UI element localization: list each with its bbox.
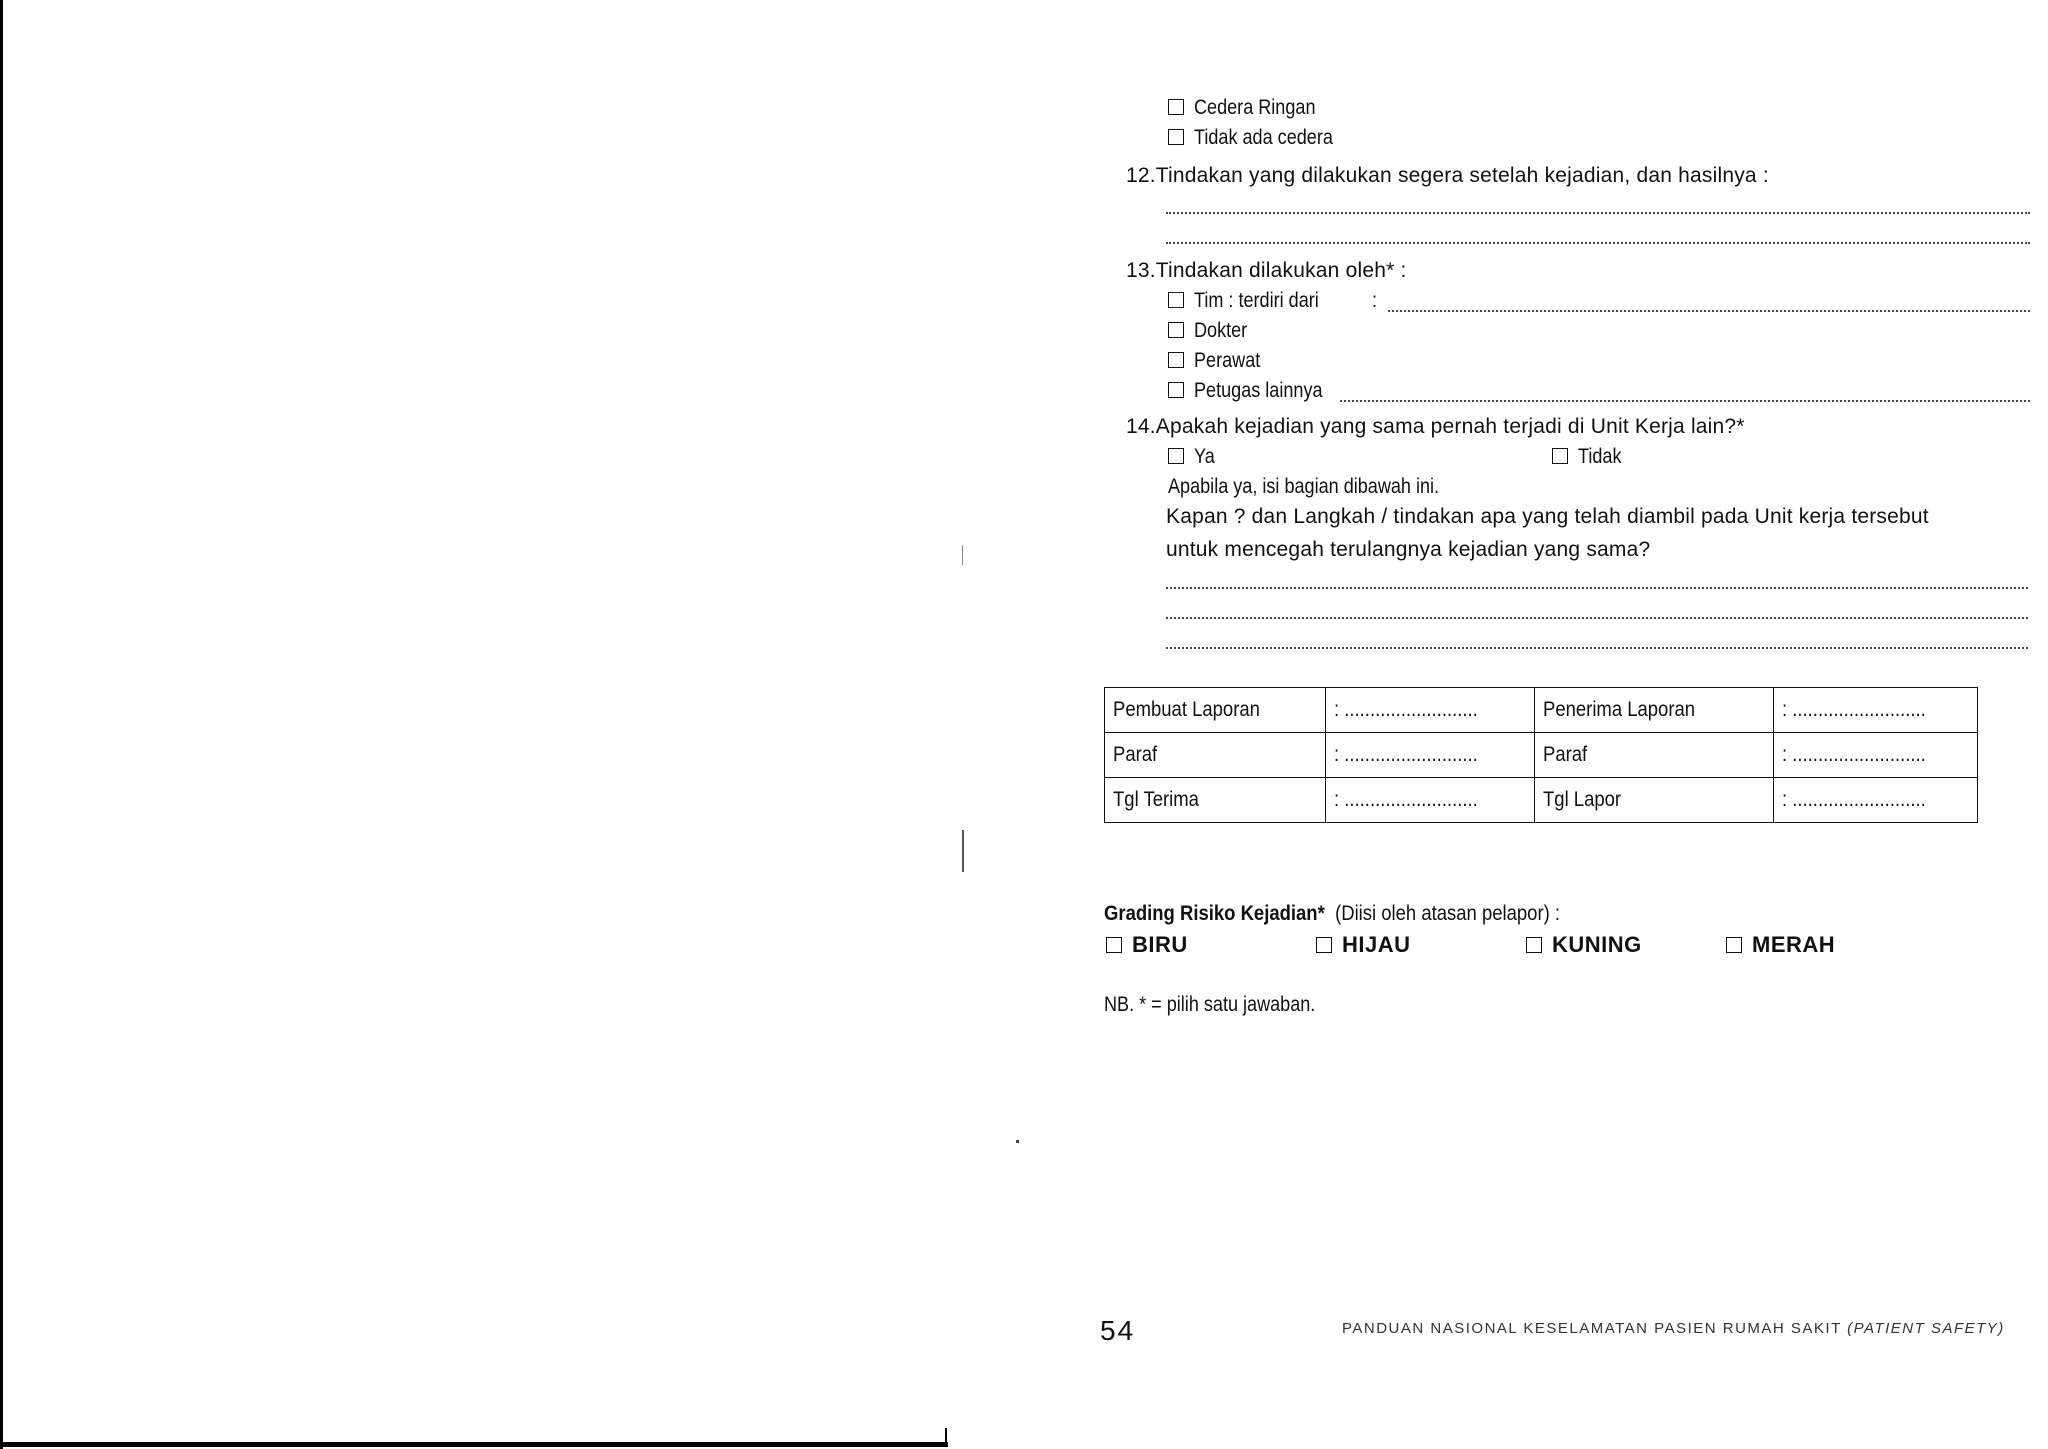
option-tim[interactable]: Tim : terdiri dari: [1168, 289, 1339, 313]
table-cell: Tgl Lapor: [1535, 778, 1774, 823]
answer-line[interactable]: [1388, 310, 2030, 312]
table-row: [1105, 733, 1978, 778]
grade-option-hijau[interactable]: HIJAU: [1316, 932, 1411, 958]
table-cell: Pembuat Laporan: [1105, 688, 1326, 733]
option-petugas-lainnya[interactable]: Petugas lainnya: [1168, 379, 1343, 403]
table-cell: Paraf: [1535, 733, 1774, 778]
input-field[interactable]: : ..........................: [1774, 778, 1978, 823]
answer-line[interactable]: [1166, 587, 2028, 589]
q14-followup-line2: untuk mencegah terulangnya kejadian yang sama?: [1166, 538, 1651, 561]
table-row: [1105, 778, 1978, 823]
answer-line[interactable]: [1166, 647, 2028, 649]
checkbox-icon[interactable]: [1168, 129, 1184, 145]
answer-line[interactable]: [1166, 212, 2030, 214]
signature-table: [1104, 687, 1978, 823]
question-13: 13.Tindakan dilakukan oleh* :: [1126, 259, 1407, 282]
table-cell: Paraf: [1105, 733, 1326, 778]
table-cell: Tgl Terima: [1105, 778, 1326, 823]
grade-option-merah[interactable]: MERAH: [1726, 932, 1835, 958]
grade-option-biru[interactable]: BIRU: [1106, 932, 1188, 958]
scan-speck: [962, 545, 963, 565]
running-footer: PANDUAN NASIONAL KESELAMATAN PASIEN RUMAH SAKIT (PATIENT SAFETY): [1342, 1320, 2005, 1337]
scan-speck: [962, 830, 964, 872]
q14-note: Apabila ya, isi bagian dibawah ini.: [1168, 475, 1440, 498]
table-row: [1105, 688, 1978, 733]
question-14: 14.Apakah kejadian yang sama pernah terjadi di Unit Kerja lain?*: [1126, 415, 1745, 438]
checkbox-icon[interactable]: [1168, 99, 1184, 115]
q14-followup-line1: Kapan ? dan Langkah / tindakan apa yang telah diambil pada Unit kerja tersebut: [1166, 505, 1929, 528]
option-cedera-ringan[interactable]: Cedera Ringan: [1168, 96, 1335, 120]
checkbox-icon[interactable]: [1168, 448, 1184, 464]
grade-option-kuning[interactable]: KUNING: [1526, 932, 1642, 958]
option-ya[interactable]: Ya: [1168, 445, 1218, 469]
checkbox-icon[interactable]: [1316, 937, 1332, 953]
checkbox-icon[interactable]: [1526, 937, 1542, 953]
checkbox-icon[interactable]: [1726, 937, 1742, 953]
input-field[interactable]: : ..........................: [1326, 778, 1535, 823]
answer-line[interactable]: [1166, 242, 2030, 244]
scan-corner-mark: [945, 1428, 947, 1444]
checkbox-icon[interactable]: [1168, 322, 1184, 338]
option-tidak[interactable]: Tidak: [1552, 445, 1629, 469]
input-field[interactable]: : ..........................: [1774, 733, 1978, 778]
table-cell: Penerima Laporan: [1535, 688, 1774, 733]
option-tidak-ada-cedera[interactable]: Tidak ada cedera: [1168, 126, 1356, 150]
option-perawat[interactable]: Perawat: [1168, 349, 1271, 373]
scan-left-edge: [0, 0, 3, 1449]
scan-speck: [1016, 1140, 1019, 1143]
colon: :: [1372, 289, 1378, 312]
input-field[interactable]: : ..........................: [1326, 733, 1535, 778]
input-field[interactable]: : ..........................: [1326, 688, 1535, 733]
option-dokter[interactable]: Dokter: [1168, 319, 1256, 343]
nb-note: NB. * = pilih satu jawaban.: [1104, 993, 1316, 1016]
input-field[interactable]: : ..........................: [1774, 688, 1978, 733]
question-12: 12.Tindakan yang dilakukan segera setelah kejadian, dan hasilnya :: [1126, 164, 1769, 187]
checkbox-icon[interactable]: [1168, 382, 1184, 398]
answer-line[interactable]: [1166, 617, 2028, 619]
checkbox-icon[interactable]: [1168, 292, 1184, 308]
checkbox-icon[interactable]: [1106, 937, 1122, 953]
answer-line[interactable]: [1340, 400, 2030, 402]
checkbox-icon[interactable]: [1552, 448, 1568, 464]
scan-bottom-edge: [0, 1442, 948, 1447]
grading-title: Grading Risiko Kejadian* (Diisi oleh atasan pelapor) :: [1104, 902, 1561, 925]
page-number: 54: [1100, 1315, 1136, 1346]
checkbox-icon[interactable]: [1168, 352, 1184, 368]
